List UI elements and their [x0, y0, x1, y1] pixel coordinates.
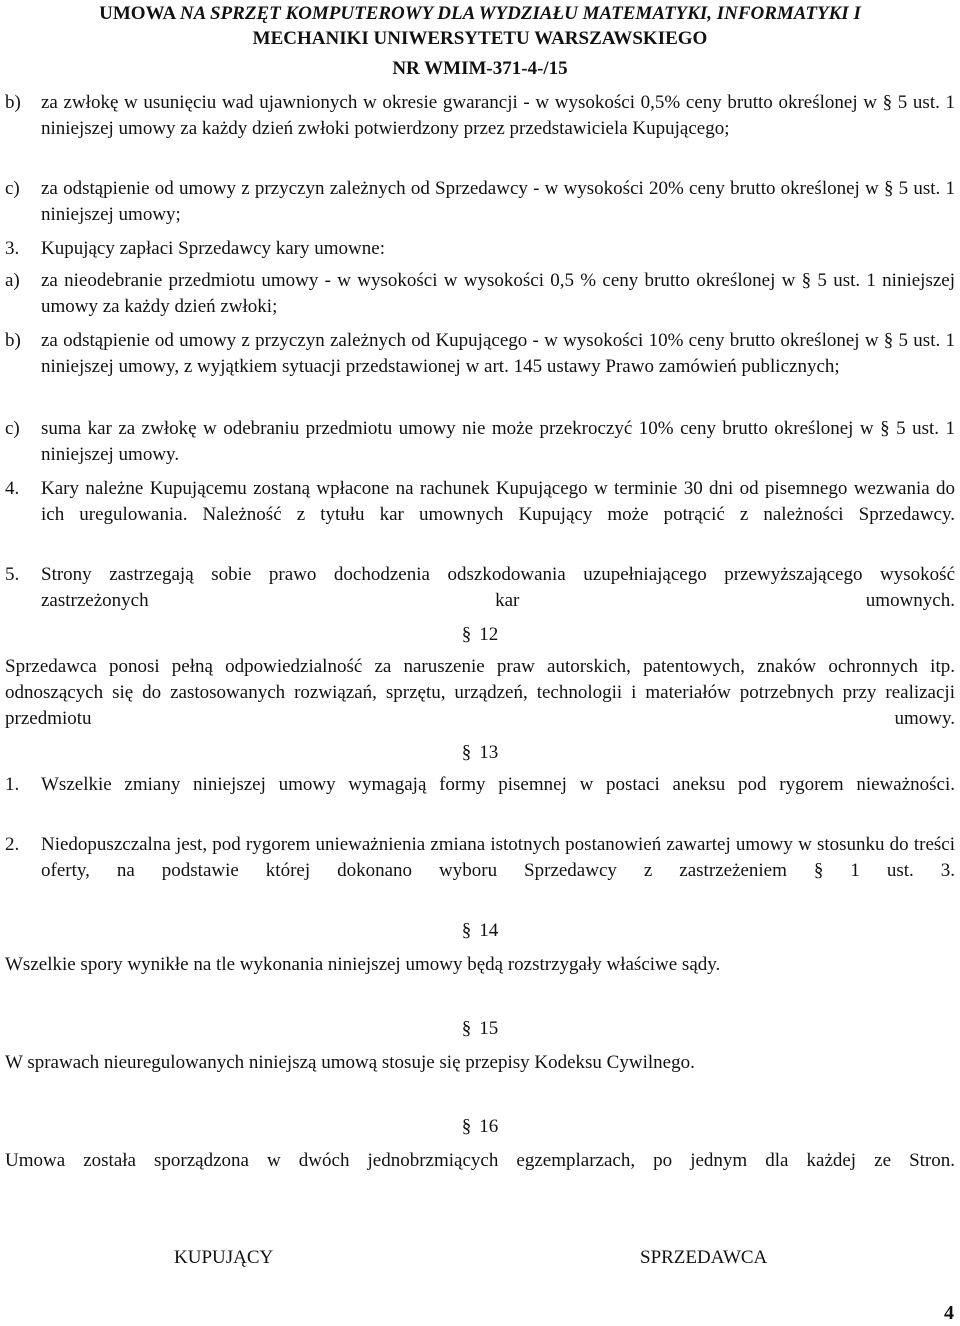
section-14-text: Wszelkie spory wynikłe na tle wykonania niniejszej umowy będą rozstrzygały właściwe sądy. [5, 954, 721, 975]
section-number: 15 [479, 1018, 499, 1039]
penalty-item-3b [5, 328, 955, 380]
item-text: Wszelkie zmiany niniejszej umowy wymagają formy pisemnej w postaci aneksu pod rygorem nieważności. [41, 774, 955, 795]
section-symbol-icon: § [461, 624, 472, 645]
item-text: za odstąpienie od umowy z przyczyn zależnych od Sprzedawcy - w wysokości 20% ceny brutto określonej w § 5 ust. 1 niniejszej umowy; [41, 178, 955, 225]
section-number: 14 [479, 920, 499, 941]
penalty-item-2b [5, 90, 955, 142]
contract-title: UMOWA NA SPRZĘT KOMPUTEROWY DLA WYDZIAŁU MATEMATYKI, INFORMATYKI I [99, 3, 861, 24]
section-heading-16 [0, 1114, 960, 1140]
item-text: za nieodebranie przedmiotu umowy - w wysokości w wysokości 0,5 % ceny brutto określonej w § 5 ust. 1 niniejszej umowy za każdy dzień zwłoki; [41, 270, 955, 317]
item-text: suma kar za zwłokę w odebraniu przedmiotu umowy nie może przekroczyć 10% ceny brutto określonej w § 5 ust. 1 niniejszej umowy. [41, 418, 955, 465]
item-text: Kary należne Kupującemu zostaną wpłacone na rachunek Kupującego w terminie 30 dni od pisemnego wezwania do ich uregulowania. Należność z tytułu kar umownych Kupujący może potrącić z należności Sprzedawcy. [41, 478, 955, 525]
page-number: 4 [944, 1302, 954, 1324]
section-16-text: Umowa została sporządzona w dwóch jednobrzmiących egzemplarzach, po jednym dla każdej ze Stron. [5, 1150, 955, 1171]
item-text: Strony zastrzegają sobie prawo dochodzenia odszkodowania uzupełniającego przewyższającego wysokość zastrzeżonych kar umownych. [41, 564, 955, 611]
penalty-item-3a [5, 268, 955, 320]
item-text: Kupujący zapłaci Sprzedawcy kary umowne: [41, 238, 385, 259]
item-marker: 3. [5, 238, 20, 259]
item-marker: 5. [5, 564, 20, 585]
clause-13-2 [5, 832, 955, 910]
section-symbol-icon: § [461, 742, 472, 763]
signature-buyer: KUPUJĄCY [174, 1247, 274, 1268]
contract-title-italic: NA SPRZĘT KOMPUTEROWY DLA WYDZIAŁU MATEMATYKI, INFORMATYKI I [179, 3, 861, 24]
section-symbol-icon: § [461, 920, 472, 941]
item-marker: 1. [5, 774, 20, 795]
section-number: 12 [479, 624, 499, 645]
section-heading-13 [0, 740, 960, 766]
section-symbol-icon: § [461, 1018, 472, 1039]
document-header [0, 0, 960, 83]
section-12-text: Sprzedawca ponosi pełną odpowiedzialność za naruszenie praw autorskich, patentowych, znaków ochronnych itp. odnoszących się do zastosowanych rozwiązań, sprzętu, urządzeń, technologii i materiałów potrzebnych przy realizacji przedmiotu umowy. [5, 656, 955, 729]
section-heading-14 [0, 918, 960, 944]
item-marker: c) [5, 418, 20, 439]
section-15-text: W sprawach nieuregulowanych niniejszą umową stosuje się przepisy Kodeksu Cywilnego. [5, 1052, 695, 1073]
section-number: 16 [479, 1116, 499, 1137]
contract-title-line2: MECHANIKI UNIWERSYTETU WARSZAWSKIEGO [252, 28, 708, 49]
item-marker: a) [5, 270, 20, 291]
item-text: za odstąpienie od umowy z przyczyn zależnych od Kupującego - w wysokości 10% ceny brutto określonej w § 5 ust. 1 niniejszej umowy, z wyjątkiem sytuacji przedstawionej w art. 145 ustawy Prawo zamówień publicznych; [41, 330, 955, 377]
item-text: Niedopuszczalna jest, pod rygorem unieważnienia zmiana istotnych postanowień zawartej umowy w stosunku do treści oferty, na podstawie której dokonano wyboru Sprzedawcy z zastrzeżeniem § 1 ust. 3. [41, 834, 955, 881]
item-marker: b) [5, 92, 21, 113]
clause-4 [5, 476, 955, 554]
signature-seller: SPRZEDAWCA [640, 1247, 768, 1268]
section-heading-15 [0, 1016, 960, 1042]
item-marker: c) [5, 178, 20, 199]
section-heading-12 [0, 622, 960, 648]
item-marker: b) [5, 330, 21, 351]
penalty-item-2c [5, 176, 955, 228]
item-marker: 4. [5, 478, 20, 499]
penalty-item-3c [5, 416, 955, 468]
clause-13-1 [5, 772, 955, 824]
contract-number: NR WMIM-371-4-/15 [392, 58, 568, 79]
section-symbol-icon: § [461, 1116, 472, 1137]
item-marker: 2. [5, 834, 20, 855]
section-number: 13 [479, 742, 499, 763]
item-text: za zwłokę w usunięciu wad ujawnionych w okresie gwarancji - w wysokości 0,5% ceny brutto określonej w § 5 ust. 1 niniejszej umowy za każdy dzień zwłoki potwierdzony przez przedstawiciela Kupującego; [41, 92, 955, 139]
